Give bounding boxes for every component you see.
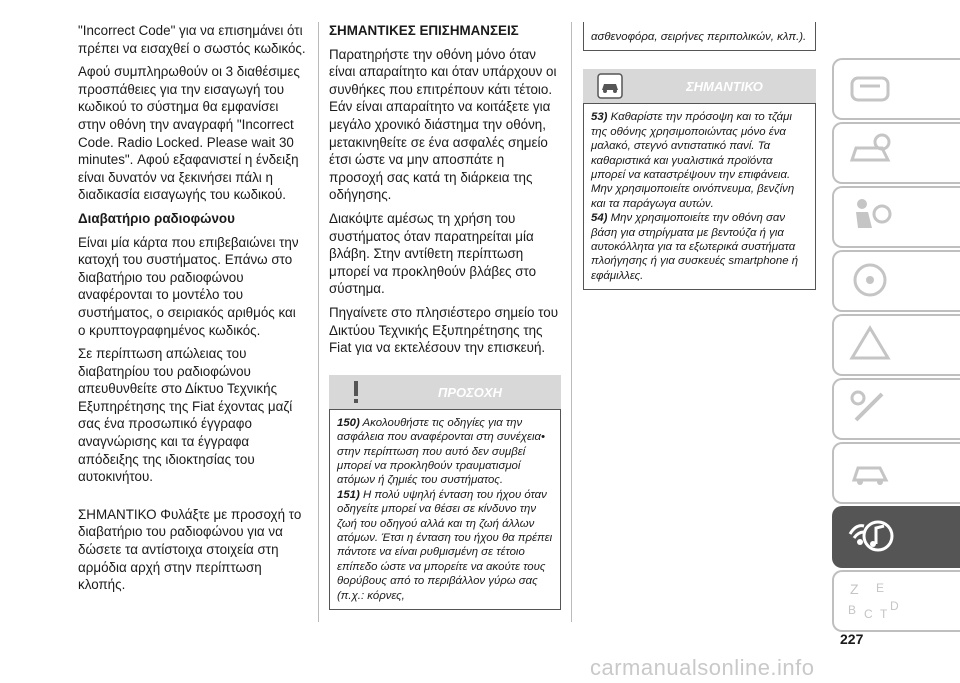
index-icon: [846, 578, 906, 622]
paragraph: Διακόψτε αμέσως τη χρήση του συστήματος όταν παρατηρείται μία βλάβη. Στην αντίθετη περίπτωση μπορεί να προκληθούν βλάβες στο σύστημα.: [329, 210, 537, 297]
car-info-icon: [846, 130, 896, 174]
section-heading: Διαβατήριο ραδιοφώνου: [78, 210, 235, 226]
svg-text:B: B: [848, 603, 857, 617]
steering-wheel-icon: [846, 258, 896, 302]
tab-dashboard[interactable]: [832, 58, 960, 120]
note-text: ασθενοφόρα, σειρήνες περιπολικών, κλπ.).: [591, 31, 807, 43]
paragraph: "Incorrect Code" για να επισημάνει ότι πρέπει να εισαχθεί ο σωστός κωδικός.: [78, 23, 306, 56]
svg-text:D: D: [890, 599, 899, 613]
section-heading: ΣΗΜΑΝΤΙΚΕΣ ΕΠΙΣΗΜΑΝΣΕΙΣ: [329, 23, 519, 38]
tab-index[interactable]: [832, 570, 960, 632]
tab-specs[interactable]: [832, 442, 960, 504]
svg-text:T: T: [880, 607, 888, 621]
column-divider: [318, 22, 319, 622]
tools-icon: [846, 386, 896, 430]
note-text: Η πολύ υψηλή ένταση του ήχου όταν οδηγείτε μπορεί να θέσει σε κίνδυνο την ζωή του οδηγού αλλά και τη ζωή άλλων ατόμων. Έτσι η ένταση του ήχου θα πρέπει πάντοτε να είναι ρυθμισμένη σε τέτοιο επίπεδο ώστε να μπορείτε να ακούτε τους θορύβους από το περιβάλλον γύρω σας (π.χ.: κόρνες,: [337, 488, 553, 602]
note-number: 54): [591, 212, 608, 225]
paragraph: Πηγαίνετε στο πλησιέστερο σημείο του Δικτύου Τεχνικής Εξυπηρέτησης της Fiat για να εκτελέσουν την επισκευή.: [329, 304, 559, 356]
warning-triangle-icon: [846, 322, 896, 366]
note-text: Καθαρίστε την πρόσοψη και το τζάμι της οθόνης χρησιμοποιώντας μόνο ένα μαλακό, στεγνό αντιστατικό πανί. Τα καθαριστικά και γυαλιστικά προϊόντα μπορεί να καταστρέψουν την επιφάνεια. Μην χρησιμοποιείτε οινόπνευμα, βενζίνη και τα παράγωγα αυτών.: [591, 111, 795, 210]
note-number: 150): [337, 416, 360, 429]
column-1: [78, 22, 306, 600]
important-label: ΣΗΜΑΝΤΙΚΟ: [686, 79, 763, 95]
svg-text:E: E: [876, 581, 885, 595]
dashboard-icon: [846, 66, 896, 110]
column-2: [329, 22, 561, 610]
paragraph: Είναι μία κάρτα που επιβεβαιώνει την κατοχή του συστήματος. Επάνω στο διαβατήριο του ραδιοφώνου αναφέρονται το μοντέλο του συστήματος, ο σειριακός αριθμός και ο κρυπτογραφημένος κωδικός.: [78, 234, 299, 338]
tab-driving[interactable]: [832, 250, 960, 312]
warning-label: ΠΡΟΣΟΧΗ: [438, 384, 502, 400]
tab-maintenance[interactable]: [832, 378, 960, 440]
paragraph: Αφού συμπληρωθούν οι 3 διαθέσιμες προσπάθειες για την εισαγωγή του κωδικού το σύστημα θα εμφανίσει στην οθόνη την αναγραφή "Incorrect Code. Radio Locked. Please wait 30 minutes". Αφού εξαφανιστεί η ένδειξη είναι δυνατόν να ξεκινήσει πάλι η διαδικασία εισαγωγής του κωδικού.: [78, 64, 300, 203]
multimedia-icon: [846, 514, 896, 558]
warning-banner: [329, 375, 561, 409]
page-number: 227: [840, 631, 864, 647]
paragraph: ΣΗΜΑΝΤΙΚΟ Φυλάξτε με προσοχή το διαβατήριο του ραδιοφώνου για να δώσετε τα αντίστοιχα στοιχεία στη αρμόδια αρχή στην περίπτωση κλοπής.: [78, 506, 302, 593]
important-banner: [583, 69, 816, 103]
tab-emergency[interactable]: [832, 314, 960, 376]
tab-car-info[interactable]: [832, 122, 960, 184]
note-number: 151): [337, 488, 360, 501]
column-divider: [571, 22, 572, 622]
watermark: carmanualsonline.info: [590, 655, 815, 680]
note-text: Ακολουθήστε τις οδηγίες για την ασφάλεια που αναφέρονται στη συνέχεια• στην περίπτωση που αυτό δεν συμβεί μπορεί να προκληθούν τραυματισμοί ατόμων ή ζημιές του συστήματος.: [337, 416, 545, 487]
svg-text:Z: Z: [850, 581, 859, 597]
tab-safety[interactable]: [832, 186, 960, 248]
column-3: [583, 22, 816, 290]
important-box: [583, 103, 816, 290]
airbag-safety-icon: [846, 194, 896, 238]
tab-multimedia[interactable]: [832, 506, 960, 568]
paragraph: Σε περίπτωση απώλειας του διαβατηρίου του ραδιοφώνου απευθυνθείτε στο Δίκτυο Τεχνικής Εξυπηρέτησης της Fiat έχοντας μαζί σας ένα προσωπικό έγγραφο αναγνώρισης και τα έγγραφα απόδειξης της ιδιοκτησίας του αυτοκινήτου.: [78, 346, 293, 485]
note-text: Μην χρησιμοποιείτε την οθόνη σαν βάση για στηρίγματα με βεντούζα ή για αυτοκόλλητα για τα εξωτερικά συστήματα πλοήγησης ή για συσκευές smartphone ή εφάμιλλες.: [591, 212, 799, 282]
note-number: 53): [591, 111, 608, 124]
svg-text:C: C: [864, 607, 873, 621]
continued-box: [583, 22, 816, 51]
paragraph: Παρατηρήστε την οθόνη μόνο όταν είναι απαραίτητο και όταν υπάρχουν οι συνθήκες που επιτρέπουν κάτι τέτοιο. Εάν είναι απαραίτητο να κοιτάξετε για μεγάλο χρονικό διάστημα την οθόνη, μετακινηθείτε σε ένα ασφαλές σημείο έτσι ώστε να μην αποσπάτε η προσοχή σας κατά τη διάρκεια της οδήγησης.: [329, 46, 557, 203]
car-specs-icon: [846, 450, 896, 494]
warning-box: [329, 409, 561, 610]
